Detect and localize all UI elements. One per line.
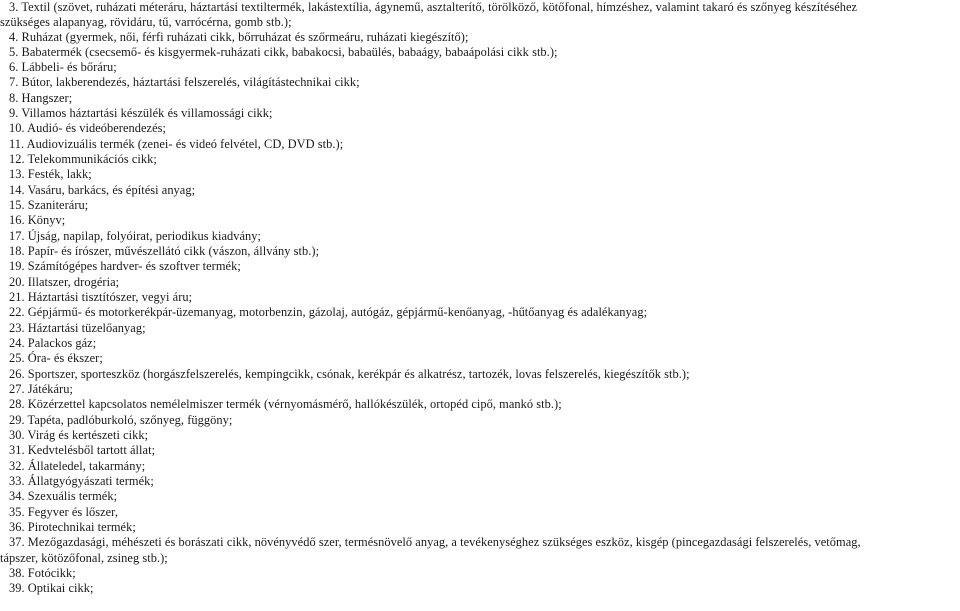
list-item-22: 22. Gépjármű- és motorkerékpár-üzemanyag, motorbenzin, gázolaj, autógáz, gépjármű-kenőanyag, -hűtőanyag és adalékanyag; — [9, 305, 648, 319]
list-item-37-line-1: 37. Mezőgazdasági, méhészeti és borászati cikk, növényvédő szer, termésnövelő anyag, a tevékenységhez szükséges eszköz, kisgép (pincegazdasági felszerelés, vetőmag, — [9, 535, 861, 549]
list-item-38: 38. Fotócikk; — [9, 566, 76, 580]
list-item-29: 29. Tapéta, padlóburkoló, szőnyeg, függöny; — [9, 413, 233, 427]
list-item-27: 27. Játékáru; — [9, 382, 73, 396]
list-item-3-line-1: 3. Textil (szövet, ruházati méteráru, háztartási textiltermék, lakástextília, ágynemű, asztalterítő, törölköző, kötőfonal, hímzéshez, valamint takaró és szőnyeg készítéséhez — [9, 0, 858, 14]
list-item-7: 7. Bútor, lakberendezés, háztartási felszerelés, világítástechnikai cikk; — [9, 75, 360, 89]
list-item-8: 8. Hangszer; — [9, 91, 73, 105]
list-item-6: 6. Lábbeli- és bőráru; — [9, 60, 117, 74]
list-item-4: 4. Ruházat (gyermek, női, férfi ruházati cikk, bőrruházat és szőrmeáru, ruházati kiegészítő); — [9, 30, 469, 44]
list-item-26: 26. Sportszer, sporteszköz (horgászfelszerelés, kempingcikk, csónak, kerékpár és alkatrész, tartozék, lovas felszerelés, kiegészítők stb.); — [9, 367, 690, 381]
list-item-18: 18. Papír- és írószer, művészellátó cikk (vászon, állvány stb.); — [9, 244, 320, 258]
list-item-20: 20. Illatszer, drogéria; — [9, 275, 120, 289]
list-item-32: 32. Állateledel, takarmány; — [9, 459, 146, 473]
list-item-19: 19. Számítógépes hardver- és szoftver termék; — [9, 259, 241, 273]
list-item-37-line-2: tápszer, kötözőfonal, zsineg stb.); — [0, 551, 168, 565]
list-item-28: 28. Közérzettel kapcsolatos nemélelmiszer termék (vérnyomásmérő, hallókészülék, ortopéd cipő, mankó stb.); — [9, 397, 562, 411]
list-item-11: 11. Audiovizuális termék (zenei- és videó felvétel, CD, DVD stb.); — [9, 137, 344, 151]
list-item-21: 21. Háztartási tisztítószer, vegyi áru; — [9, 290, 193, 304]
list-item-16: 16. Könyv; — [9, 213, 66, 227]
list-item-5: 5. Babatermék (csecsemő- és kisgyermek-ruházati cikk, babakocsi, babaülés, babaágy, babaápolási cikk stb.); — [9, 45, 558, 59]
list-item-31: 31. Kedvtelésből tartott állat; — [9, 443, 156, 457]
list-item-13: 13. Festék, lakk; — [9, 167, 92, 181]
list-item-9: 9. Villamos háztartási készülék és villamossági cikk; — [9, 106, 273, 120]
list-item-3-line-2: szükséges alapanyag, rövidáru, tű, varrócérna, gomb stb.); — [0, 15, 292, 29]
list-item-35: 35. Fegyver és lőszer, — [9, 505, 118, 519]
list-item-25: 25. Óra- és ékszer; — [9, 351, 103, 365]
list-item-33: 33. Állatgyógyászati termék; — [9, 474, 154, 488]
list-item-36: 36. Pirotechnikai termék; — [9, 520, 136, 534]
list-item-15: 15. Szaniteráru; — [9, 198, 89, 212]
list-item-39: 39. Optikai cikk; — [9, 581, 94, 595]
list-item-24: 24. Palackos gáz; — [9, 336, 97, 350]
list-item-34: 34. Szexuális termék; — [9, 489, 118, 503]
list-item-17: 17. Újság, napilap, folyóirat, periodikus kiadvány; — [9, 229, 262, 243]
list-item-14: 14. Vasáru, barkács, és építési anyag; — [9, 183, 196, 197]
list-item-12: 12. Telekommunikációs cikk; — [9, 152, 157, 166]
list-item-30: 30. Virág és kertészeti cikk; — [9, 428, 149, 442]
list-item-23: 23. Háztartási tüzelőanyag; — [9, 321, 146, 335]
list-item-10: 10. Audió- és videóberendezés; — [9, 121, 167, 135]
